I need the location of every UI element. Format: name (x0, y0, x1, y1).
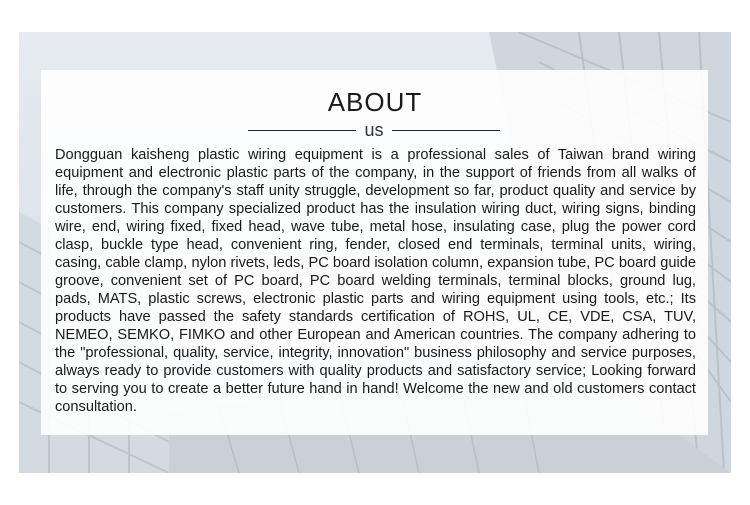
section-subtitle: us (364, 120, 384, 140)
subtitle-divider-left (248, 130, 356, 131)
section-title: ABOUT (327, 87, 423, 117)
subtitle-divider-right (392, 130, 500, 131)
subtitle-row (248, 120, 500, 140)
about-description: Dongguan kaisheng plastic wiring equipment is a professional sales of Taiwan brand wiring equipment and electronic plastic parts of the company, in the support of friends from all walks of life, through the company's staff unity struggle, development so far, product quality and service by customers. This company specialized product has the insulation wiring duct, wiring signs, binding wire, end, wiring fixed, fixed head, wave tube, metal hose, insulating case, plug the power cord clasp, buckle type head, convenient ring, fender, closed end terminals, terminal units, wiring, casing, cable clamp, nylon rivets, leds, PC board isolation column, expansion tube, PC board guide groove, convenient set of PC board, PC board welding terminals, terminal blocks, ground lug, pads, MATS, plastic screws, electronic plastic parts and wiring equipment using tools, etc.; Its products have passed the safety standards certification of ROHS, UL, CE, VDE, CSA, TUV, NEMEO, SEMKO, FIMKO and other European and American countries. The company adhering to the "professional, quality, service, integrity, innovation" business philosophy and service purposes, always ready to provide customers with quality products and satisfactory service; Looking forward to serving you to create a better future hand in hand! Welcome the new and old customers contact consultation. (55, 147, 696, 415)
